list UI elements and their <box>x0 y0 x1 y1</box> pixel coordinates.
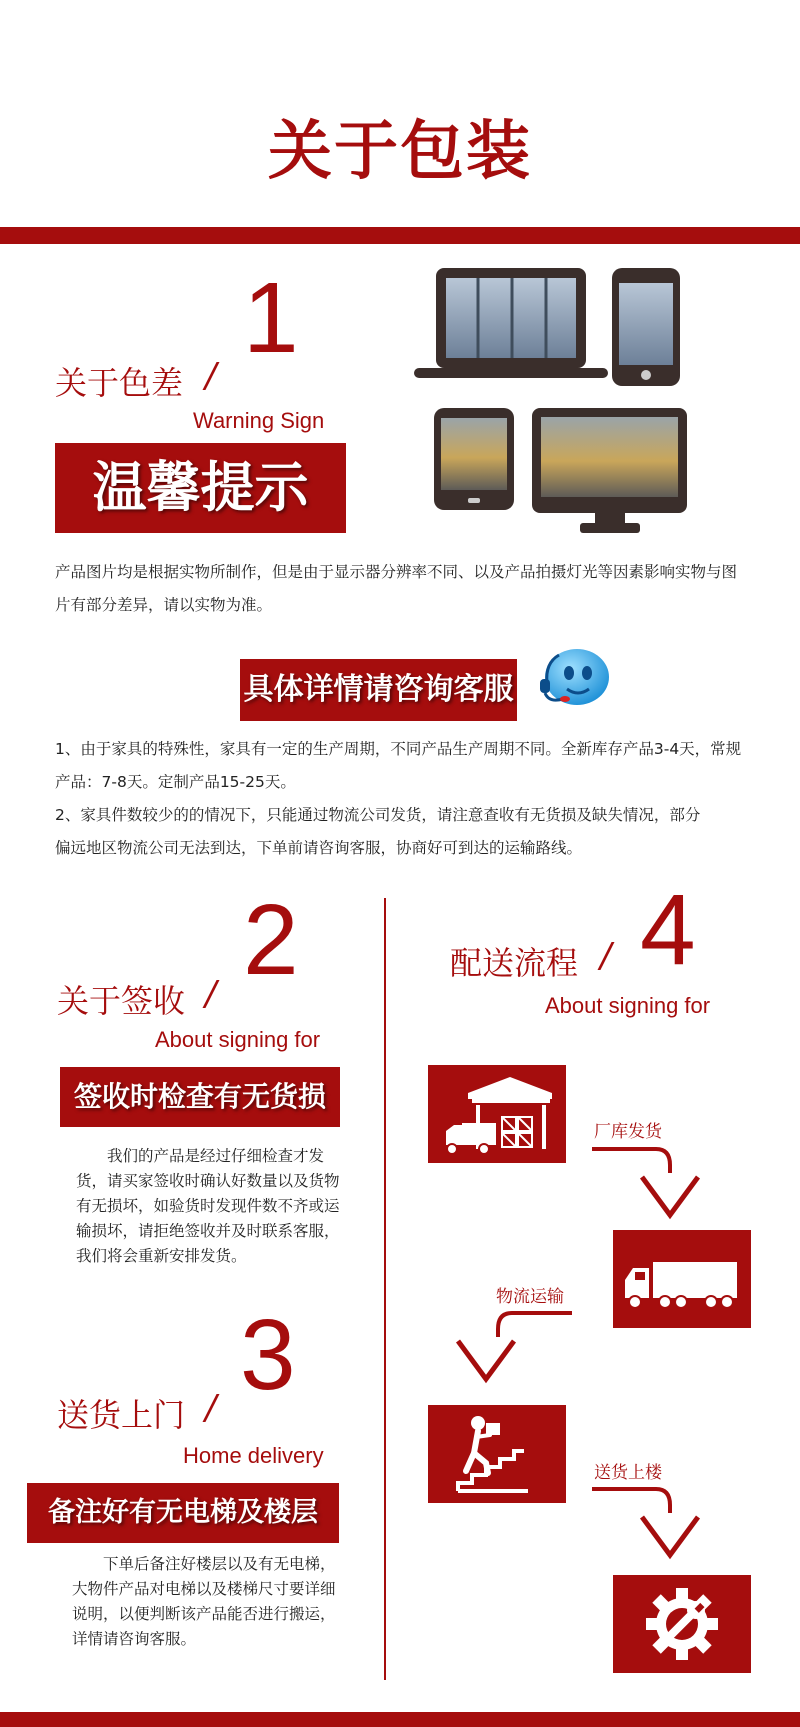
laptop-icon <box>414 268 608 378</box>
flow-label-2: 物流运输 <box>496 1287 564 1307</box>
section2-slash: / <box>205 974 217 1014</box>
page-title: 关于包装 <box>268 115 532 189</box>
section4-heading: 配送流程 <box>450 944 579 982</box>
section2-number: 2 <box>243 884 299 996</box>
truck-icon <box>613 1230 751 1328</box>
section1-slash: / <box>205 356 217 396</box>
flow-step-stairs <box>428 1405 566 1503</box>
consult-item-1: 1、由于家具的特殊性，家具有一定的生产周期，不同产品生产周期不同。全新库存产品3-4天，常规产品：7-8天。定制产品15-25天。 <box>55 740 742 791</box>
consult-item-2: 2、家具件数较少的的情况下，只能通过物流公司发货，请注意查收有无货损及缺失情况，部分偏远地区物流公司无法到达，下单前请咨询客服，协商好可到达的运输路线。 <box>55 806 701 857</box>
column-divider <box>384 898 386 1680</box>
consult-box: 具体详情请咨询客服 <box>240 659 517 721</box>
section3-english: Home delivery <box>183 1443 324 1468</box>
section3-paragraph: 下单后备注好楼层以及有无电梯，大物件产品对电梯以及楼梯尺寸要详细说明，以便判断该产品能否进行搬运，详情请咨询客服。 <box>72 1555 336 1648</box>
section2-english: About signing for <box>155 1027 321 1052</box>
section4-slash: / <box>600 936 612 976</box>
flow-arrow-3 <box>590 1483 720 1563</box>
devices-illustration <box>412 265 692 535</box>
section4-number: 4 <box>640 874 696 986</box>
section1-english: Warning Sign <box>193 408 325 433</box>
flow-step-warehouse <box>428 1065 566 1163</box>
section1-paragraph: 产品图片均是根据实物所制作，但是由于显示器分辨率不同、以及产品拍摄灯光等因素影响实物与图片有部分差异，请以实物为准。 <box>55 563 738 614</box>
flow-label-3: 送货上楼 <box>594 1463 662 1483</box>
section1-box: 温馨提示 <box>55 443 346 533</box>
flow-step-truck <box>613 1230 751 1328</box>
flow-label-1: 厂库发货 <box>594 1122 662 1142</box>
section1-heading: 关于色差 <box>55 364 184 402</box>
gear-wrench-icon <box>613 1575 751 1673</box>
bottom-divider-bar <box>0 1712 800 1727</box>
monitor-icon <box>532 408 687 533</box>
section3-number: 3 <box>240 1299 296 1411</box>
section2-heading: 关于签收 <box>57 982 186 1020</box>
tablet-icon <box>434 408 514 510</box>
flow-step-install <box>613 1575 751 1673</box>
section2-box: 签收时检查有无货损 <box>60 1067 340 1127</box>
section4-english: About signing for <box>545 993 711 1018</box>
section3-box: 备注好有无电梯及楼层 <box>27 1483 339 1543</box>
flow-arrow-2 <box>452 1307 582 1387</box>
top-divider-bar <box>0 227 800 244</box>
section3-heading: 送货上门 <box>57 1396 186 1434</box>
phone-icon <box>612 268 680 386</box>
warehouse-truck-icon <box>428 1065 566 1163</box>
flow-arrow-1 <box>590 1143 720 1223</box>
section3-slash: / <box>205 1388 217 1428</box>
stairs-delivery-icon <box>428 1405 566 1503</box>
customer-service-icon <box>535 643 615 713</box>
section2-paragraph: 我们的产品是经过仔细检查才发货，请买家签收时确认好数量以及货物有无损坏，如验货时发现件数不齐或运输损坏，请拒绝签收并及时联系客服，我们将会重新安排发货。 <box>76 1147 340 1265</box>
section1-number: 1 <box>243 262 299 374</box>
